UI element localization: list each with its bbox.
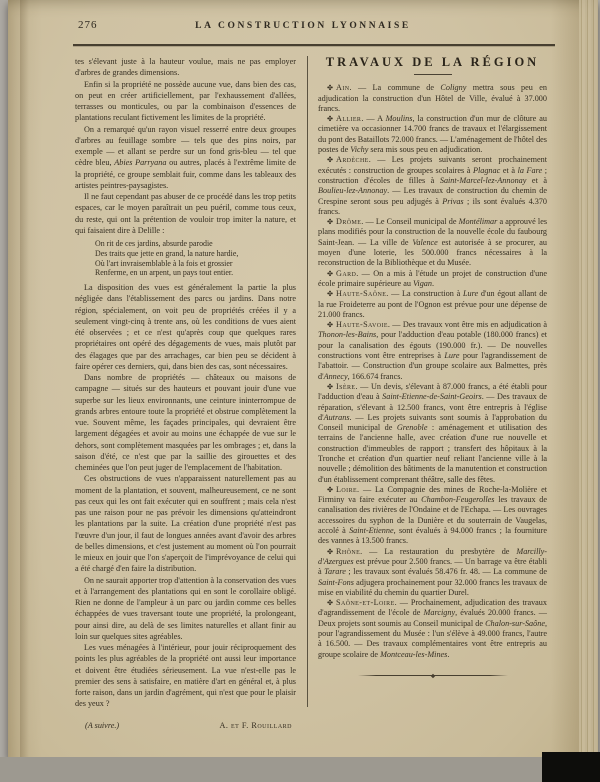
- department-name: Loire: [336, 484, 358, 494]
- scan-background-bottom: [0, 757, 600, 782]
- paragraph: On ne saurait apporter trop d'attention à la conservation des vues et à l'arrangement des plantations qui en sont le corollaire obligé. Rien ne donne de l'ampleur à un parc ou jardin comme ces belles échappées de vues traversant toute une propriété, la prolongeant, pour ainsi dire, au delà de ses limites naturelles et allant finir au loin sur quelques sites agréables.: [75, 575, 297, 641]
- paragraph: La disposition des vues est généralement la partie la plus négligée dans l'établissement des parcs ou jardins. Dans notre région, spécialement, on voit peu de propriétés créées il y a seulement vingt-cinq à trente ans, où les conditions de vues aient été observées ; et ce n'est qu'après coup que quelques rares propriétaires ont opéré des dégagements de vues, mais plutôt par des élagages que par des arrachages, car bien peu se décident à faire opérer ces derniers, qui, dans bien des cas, sont nécessaires.: [75, 283, 296, 371]
- entry-text: Le Conseil municipal de Montélimar a approuvé les plans modifiés pour la construction de la nouvelle école du faubourg Saint-Jean. — La ville de Valence est autorisée à se procurer, au moyen d'une loterie, les 500.000 francs nécessaires à la reconstruction de la Bibliothèque et du Musée.: [318, 217, 548, 268]
- section-title: TRAVAUX DE LA RÉGION: [325, 55, 540, 69]
- department-name: Allier: [336, 114, 362, 124]
- verse-line: Renferme, en un arpent, un pays tout entier.: [95, 268, 234, 278]
- clover-ornament-icon: ✤: [327, 217, 334, 227]
- entry-text: Des travaux vont être mis en adjudication à Thonon-les-Bains, pour l'adduction d'eau potable (180.000 francs) et pour la canalisation des égouts (190.000 fr.). — De nouvelles constructions vont être entreprises à Lure pour l'agrandissement de l'abattoir. — Construction d'un groupe scolaire aux Balmettes, près d'Annecy, 166.674 francs.: [318, 320, 547, 381]
- separator: . —: [387, 320, 403, 330]
- entry-text: On a mis à l'étude un projet de construction d'une école primaire supérieure au Vigan.: [318, 268, 548, 288]
- journal-page: [8, 0, 598, 758]
- journal-title: LA CONSTRUCTION LYONNAISE: [195, 21, 411, 31]
- right-column: [318, 56, 547, 724]
- page-crease: [20, 0, 29, 758]
- region-entry-haute-savoie: [318, 320, 547, 382]
- separator: . —: [356, 268, 374, 278]
- department-name: Drôme: [336, 217, 362, 227]
- department-name: Saône-et-Loire: [336, 598, 395, 608]
- verse-line: On rit de ces jardins, absurde parodie: [95, 239, 213, 248]
- paragraph: On a remarqué qu'un rayon visuel resserré entre deux groupes d'arbres au feuillage sombre — tels que des pins noirs, par exemple — et allant se perdre sur un fond gris-bleu — tel que cèdre bleu, Abies Parryana ou autres, placés à l'extrême limite de la propriété, ce groupe semblait fuir, comme dans les tableaux des artistes peintres-paysagistes.: [75, 124, 296, 190]
- separator: . —: [360, 546, 385, 556]
- article-byline: [75, 720, 296, 731]
- separator: . —: [394, 598, 411, 608]
- clover-ornament-icon: ✤: [327, 155, 334, 165]
- region-entry-haute-saone: [318, 289, 547, 320]
- left-column: [75, 56, 297, 730]
- separator: . —: [386, 289, 403, 299]
- entry-text: Un devis, s'élevant à 87.000 francs, a été établi pour l'adduction d'eau à Saint-Etienne-de-Saint-Geoirs. — Des travaux de réparation, s'élevant à 12.500 francs, vont être entrepris à l'église d'Autrans. — Les projets suivants sont soumis à l'approbation du Conseil municipal de Grenoble : aménagement et utilisation des terrains de l'ancienne halle, avec création d'une rue nouvelle et construction d'immeubles de rapport ; transfert des hôpitaux à la Tronche et création d'un quartier neuf reliant l'ancienne ville à la nouvelle ; démolition des bâtiments de la manutention et construction d'un établissement comprenant théâtre, salle des fêtes.: [318, 381, 547, 484]
- clover-ornament-icon: ✤: [327, 114, 334, 124]
- clover-ornament-icon: ✤: [327, 289, 334, 299]
- entry-text: La restauration du presbytère de Marcilly-d'Azergues est prévue pour 2.500 francs. — Un barrage va être établi à Tarare ; les travaux sont évalués 58.476 fr. 48. — La commune de Saint-Fons adjugera prochainement pour 32.000 francs les travaux de mise en viabilité du chemin du quartier Durel.: [318, 546, 547, 597]
- department-name: Ardèche: [336, 155, 369, 165]
- department-name: Haute-Saône: [336, 289, 387, 299]
- scan-black-corner: [542, 752, 600, 782]
- book-page-edges: [579, 0, 598, 758]
- separator: . —: [355, 381, 371, 391]
- separator: . —: [357, 484, 376, 494]
- entry-text: La Compagnie des mines de Roche-la-Molière et Firminy va faire exécuter au Chambon-Feugerolles les travaux de canalisation des rivières de l'Ondaine et de l'Echapa. — Les ouvrages accessoires du syphon de la Dunière et du souterrain de Vaugelas, accolé à Saint-Etienne, sont évalués à 94.000 francs ; la fourniture des vannes à 13.500 francs.: [318, 484, 548, 546]
- verse-line: Des traits que jette en grand, la nature hardie,: [95, 248, 239, 258]
- clover-ornament-icon: ✤: [327, 598, 334, 608]
- entry-text: Les projets suivants seront prochainement exécutés : construction de groupes scolaires à Plagnac et à la Fare ; construction d'écoles de filles à Saint-Marcel-lez-Annonay et à Boulieu-lez-Annonay. — Les travaux de construction du chemin de Crespine seront sous peu adjugés à Privas ; ils sont évalués 4.370 francs.: [318, 155, 548, 216]
- department-name: Gard: [336, 268, 357, 278]
- region-entry-ardeche: [318, 155, 547, 217]
- page-number: 276: [78, 19, 98, 31]
- column-divider: [307, 56, 308, 707]
- clover-ornament-icon: ✤: [327, 381, 334, 391]
- end-ornament: [358, 673, 508, 678]
- paragraph: tes s'élevant juste à la hauteur voulue, mais ne pas employer d'arbres de grandes dimensions.: [75, 57, 296, 78]
- department-name: Isère: [336, 381, 356, 391]
- department-name: Rhône: [336, 546, 361, 556]
- verse-line: Où l'art invraisemblable à la fois et grossier: [95, 258, 233, 268]
- paragraph: Les vues ménagées à l'intérieur, pour jouir réciproquement des points les plus agréables de la propriété ont aussi leur importance et doivent être étudiées sérieusement. La vue n'est-elle pas le premier des sens à satisfaire, en matière d'art en général et, à plus forte raison, dans un jardin d'agrément, qui n'est que pour le plaisir des yeux ?: [75, 643, 296, 709]
- paragraph: Dans nombre de propriétés — châteaux ou maisons de campagne — situés sur des hauteurs et pouvant jouir d'une vue superbe sur les lieux environnants, une ceinture ininterrompue de grands arbres entoure toute la propriété et obstrue complètement la vue. Souvent même, les façades principales, qui devraient être largement dégagées et avoir au moins une échappée de vue sur le dehors, sont complètement masquées par les ombrages ; et, dans la saison d'été, ce n'est que par la saillie des girouettes et des cheminées que l'on peut juger de l'emplacement de l'habitation.: [75, 373, 296, 473]
- to-be-continued-note: (A suivre.): [85, 720, 120, 730]
- region-entry-isere: [318, 382, 547, 485]
- region-entry-allier: [318, 114, 547, 155]
- entry-text: Prochainement, adjudication des travaux d'agrandissement de l'école de Marcigny, évalués 20.000 francs. — Deux projets sont soumis au Conseil municipal de Chalon-sur-Saône, pour l'agrandissement du Musée : l'un s'élève à 49.000 francs, l'autre à 16.500. — Des travaux complémentaires vont être entrepris au groupe scolaire de Montceau-les-Mines.: [318, 598, 547, 659]
- separator: . —: [361, 114, 378, 124]
- clover-ornament-icon: ✤: [327, 546, 334, 556]
- paragraph: Ces obstructions de vues n'apparaissent naturellement pas au moment de la plantation, et souvent, malheureusement, ce ne sont pas ceux qui les ont fait exécuter qui en souffrent ; mais cela n'est pas une raison pour ne pas prévoir les dimensions qu'atteindront les plantations par la suite. La création d'une propriété n'est pas l'œuvre d'un jour, il faut de longues années avant d'avoir des arbres de belles dimensions, et c'est justement au moment où l'on pourrait le mieux en jouir que l'on s'aperçoit de l'imprévoyance de celui qui a été chargé d'en faire la distribution.: [75, 474, 296, 574]
- verse-quote: [95, 239, 296, 278]
- region-entry-gard: [318, 269, 547, 290]
- region-entry-ain: [318, 83, 547, 114]
- clover-ornament-icon: ✤: [327, 268, 334, 278]
- entry-text: A Moulins, la construction d'un mur de clôture au cimetière va occasionner 14.700 francs de travaux et l'élargissement du pont des Bataillots 72.000 francs. — L'aménagement de l'hôtel des postes de Vichy sera mis sous peu en adjudication.: [318, 114, 547, 155]
- title-rule: [414, 74, 452, 75]
- region-entry-saone-et-loire: [318, 598, 547, 660]
- separator: . —: [361, 217, 376, 227]
- clover-ornament-icon: ✤: [327, 484, 334, 494]
- paragraph: Enfin si la propriété ne possède aucune vue, dans bien des cas, on peut en créer artificiellement, par l'exhaussement d'allées, terrasses ou monticules, ou par la combinaison d'essences de plantations reculant fictivement les limites de la propriété.: [75, 79, 296, 123]
- author-names: A. et F. Rouillard: [219, 720, 292, 730]
- clover-ornament-icon: ✤: [327, 320, 334, 330]
- entry-text: La commune de Coligny mettra sous peu en adjudication la construction d'un Hôtel de Ville, évalué à 37.000 francs.: [318, 83, 547, 113]
- paragraph: Il ne faut cependant pas abuser de ce procédé dans les trop petits espaces, car le moyen paraîtrait un peu puéril, comme tous ceux, du reste, qui ont la prétention de vouloir trop imiter la nature, et qui faisaient dire à Delille :: [75, 192, 296, 235]
- department-name: Ain: [336, 83, 350, 93]
- entry-text: La construction à Lure d'un égout allant de la rue Froideterre au pont de l'Ognon est prévue pour une dépense de 21.000 francs.: [318, 289, 547, 319]
- region-entry-loire: [318, 485, 547, 547]
- separator: . —: [349, 83, 373, 93]
- region-entry-rhone: [318, 547, 547, 598]
- header-rule: [73, 44, 555, 46]
- region-entry-drome: [318, 217, 547, 268]
- separator: . —: [368, 155, 392, 165]
- clover-ornament-icon: ✤: [327, 83, 334, 93]
- department-name: Haute-Savoie: [336, 320, 388, 330]
